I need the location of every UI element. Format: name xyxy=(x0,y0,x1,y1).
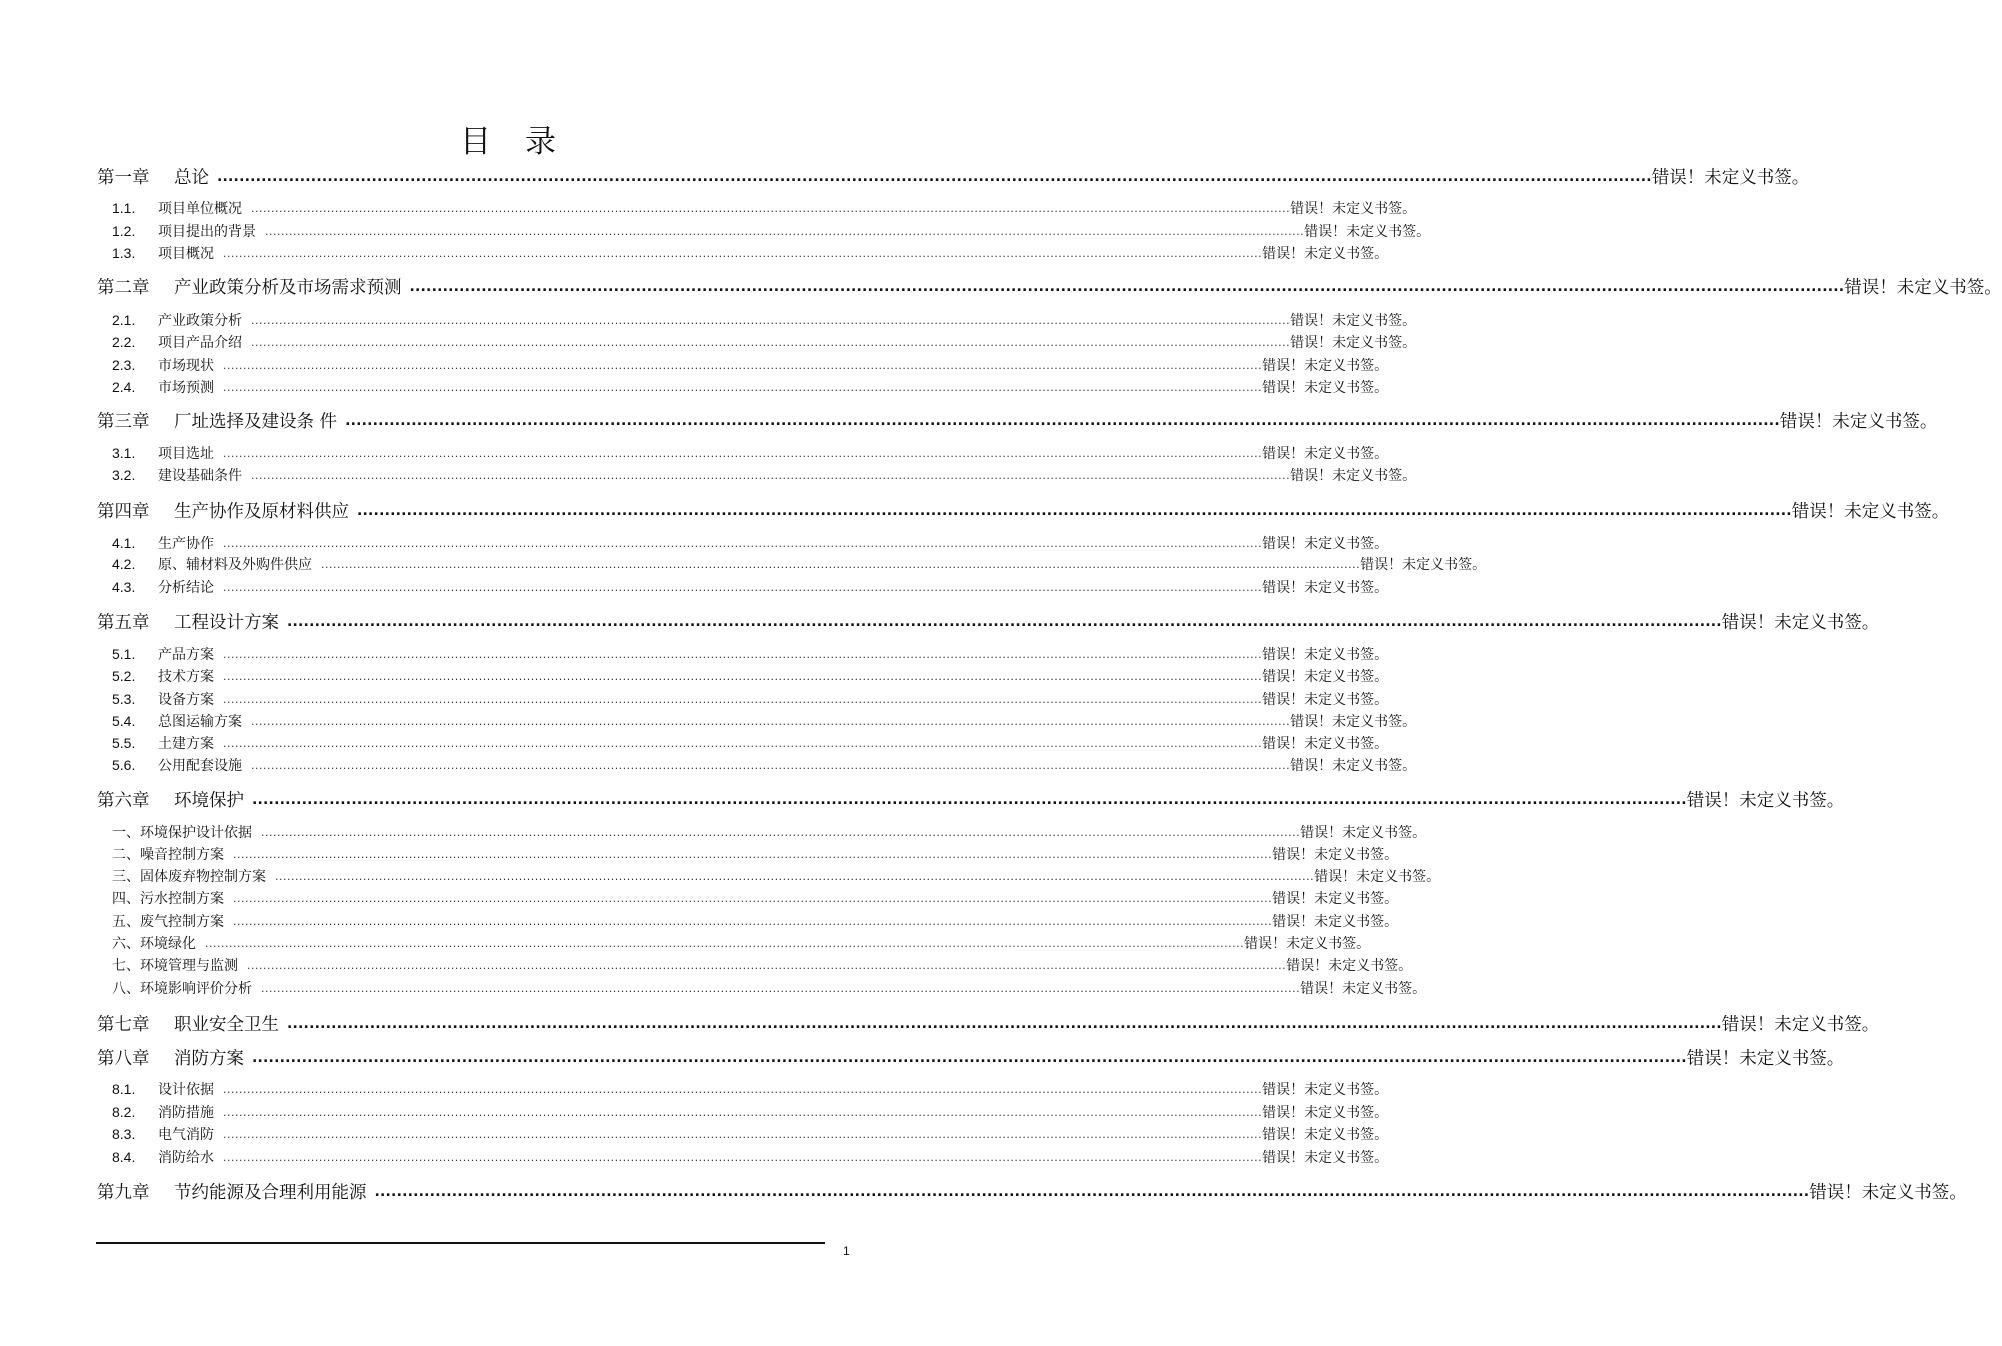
toc-entry-label xyxy=(112,866,266,886)
toc-entry-text: 技术方案 xyxy=(158,669,214,685)
toc-section-entry[interactable] xyxy=(112,1079,1389,1099)
toc-page-reference: 错误！未定义书签。 xyxy=(1844,278,2002,298)
toc-dot-leader: .................................................................................................................................................................................................................................................................... xyxy=(223,537,1263,550)
toc-section-entry[interactable] xyxy=(112,733,1389,753)
toc-entry-number: 5.1. xyxy=(112,646,136,662)
toc-entry-text: 职业安全卫生 xyxy=(174,1015,279,1035)
toc-page-reference: 错误！未定义书签。 xyxy=(1290,758,1417,774)
toc-page-reference: 错误！未定义书签。 xyxy=(1360,557,1487,573)
toc-section-entry[interactable] xyxy=(112,955,1413,975)
toc-dot-leader: .................................................................................................................................................................................................................................................................... xyxy=(251,202,1291,215)
toc-section-entry[interactable] xyxy=(112,666,1389,686)
toc-entry-label xyxy=(112,1102,214,1122)
toc-entry-text: 六、环境绿化 xyxy=(112,936,196,952)
toc-entry-number: 2.1. xyxy=(112,312,136,328)
toc-dot-leader: .................................................................................................................................................................................................................................................................... xyxy=(251,314,1291,327)
toc-section-entry[interactable] xyxy=(112,243,1389,263)
toc-dot-leader: .................................................................................................................................................................................................................................................................... xyxy=(223,1151,1263,1164)
toc-entry-number: 4.3. xyxy=(112,579,136,595)
toc-section-entry[interactable] xyxy=(112,1124,1389,1144)
toc-dot-leader: .................................................................................................................................................................................................................................................................... xyxy=(223,381,1263,394)
toc-chapter-entry[interactable] xyxy=(97,1012,1880,1036)
toc-entry-label xyxy=(97,1179,367,1204)
toc-entry-label xyxy=(112,911,224,931)
toc-section-entry[interactable] xyxy=(112,355,1389,375)
toc-page-reference: 错误！未定义书签。 xyxy=(1809,1183,1967,1203)
toc-dot-leader: .................................................................................................................................................................................................................................................................... xyxy=(251,715,1291,728)
toc-page-reference: 错误！未定义书签。 xyxy=(1244,936,1371,952)
toc-dot-leader: .................................................................................................................................................................................................................................................................... xyxy=(374,1184,1810,1200)
toc-entry-label xyxy=(97,498,349,523)
toc-entry-label xyxy=(112,666,214,686)
toc-dot-leader: .................................................................................................................................................................................................................................................................... xyxy=(287,1016,1722,1032)
toc-section-entry[interactable] xyxy=(112,377,1389,397)
toc-page-reference: 错误！未定义书签。 xyxy=(1286,958,1413,974)
toc-page-reference: 错误！未定义书签。 xyxy=(1262,647,1389,663)
toc-entry-number: 第六章 xyxy=(97,791,150,811)
toc-section-entry[interactable] xyxy=(112,1147,1389,1167)
toc-section-entry[interactable] xyxy=(112,310,1417,330)
toc-chapter-entry[interactable] xyxy=(97,788,1845,812)
toc-chapter-entry[interactable] xyxy=(97,1046,1845,1070)
toc-entry-number: 第七章 xyxy=(97,1015,150,1035)
toc-section-entry[interactable] xyxy=(112,577,1389,597)
toc-page-reference: 错误！未定义书签。 xyxy=(1300,825,1427,841)
toc-page-reference: 错误！未定义书签。 xyxy=(1262,692,1389,708)
toc-dot-leader: .................................................................................................................................................................................................................................................................... xyxy=(223,1106,1263,1119)
toc-dot-leader: .................................................................................................................................................................................................................................................................... xyxy=(233,892,1273,905)
toc-entry-label xyxy=(112,465,242,485)
toc-entry-text: 二、噪音控制方案 xyxy=(112,847,224,863)
toc-entry-label xyxy=(97,274,402,299)
toc-page-reference: 错误！未定义书签。 xyxy=(1686,1049,1845,1069)
toc-chapter-entry[interactable] xyxy=(97,499,1950,523)
toc-entry-text: 产业政策分析及市场需求预测 xyxy=(174,278,402,298)
toc-dot-leader: .................................................................................................................................................................................................................................................................... xyxy=(251,759,1291,772)
toc-dot-leader: .................................................................................................................................................................................................................................................................... xyxy=(251,469,1291,482)
toc-entry-number: 第三章 xyxy=(97,412,150,432)
toc-entry-label xyxy=(112,221,256,241)
toc-entry-text: 土建方案 xyxy=(158,736,214,752)
toc-entry-number: 8.3. xyxy=(112,1126,136,1142)
toc-entry-number: 第八章 xyxy=(97,1049,150,1069)
toc-page-reference: 错误！未定义书签。 xyxy=(1262,1082,1389,1098)
toc-entry-number: 1.2. xyxy=(112,223,136,239)
toc-page-reference: 错误！未定义书签。 xyxy=(1686,791,1845,811)
toc-entry-label xyxy=(97,609,279,634)
toc-page-reference: 错误！未定义书签。 xyxy=(1262,358,1389,374)
toc-entry-text: 项目选址 xyxy=(158,446,214,462)
toc-entry-label xyxy=(112,443,214,463)
toc-entry-text: 消防给水 xyxy=(158,1150,214,1166)
toc-entry-text: 产业政策分析 xyxy=(158,313,242,329)
toc-entry-text: 分析结论 xyxy=(158,580,214,596)
toc-dot-leader: .................................................................................................................................................................................................................................................................... xyxy=(252,1050,1687,1066)
toc-entry-number: 2.4. xyxy=(112,379,136,395)
toc-page-reference: 错误！未定义书签。 xyxy=(1721,613,1880,633)
toc-section-entry[interactable] xyxy=(112,933,1371,953)
toc-page-reference: 错误！未定义书签。 xyxy=(1262,380,1389,396)
toc-dot-leader: .................................................................................................................................................................................................................................................................... xyxy=(247,959,1287,972)
toc-entry-number: 1.3. xyxy=(112,245,136,261)
toc-chapter-entry[interactable] xyxy=(97,409,1938,433)
toc-chapter-entry[interactable] xyxy=(97,610,1880,634)
toc-entry-label xyxy=(112,1079,214,1099)
toc-section-entry[interactable] xyxy=(112,443,1389,463)
toc-section-entry[interactable] xyxy=(112,711,1417,731)
toc-page-reference: 错误！未定义书签。 xyxy=(1314,869,1441,885)
toc-entry-label xyxy=(112,733,214,753)
toc-section-entry[interactable] xyxy=(112,1102,1389,1122)
toc-dot-leader: .................................................................................................................................................................................................................................................................... xyxy=(223,693,1263,706)
toc-entry-label xyxy=(97,787,244,812)
toc-entry-label xyxy=(112,243,214,263)
toc-entry-text: 环境保护 xyxy=(174,791,244,811)
toc-page-reference: 错误！未定义书签。 xyxy=(1290,714,1417,730)
toc-title-part2: 录 xyxy=(525,124,556,160)
toc-entry-text: 项目产品介绍 xyxy=(158,335,242,351)
toc-dot-leader: .................................................................................................................................................................................................................................................................... xyxy=(275,870,1315,883)
toc-section-entry[interactable] xyxy=(112,844,1399,864)
toc-dot-leader: .................................................................................................................................................................................................................................................................... xyxy=(287,614,1722,630)
toc-section-entry[interactable] xyxy=(112,644,1389,664)
toc-entry-label xyxy=(112,554,312,574)
toc-entry-text: 原、辅材料及外购件供应 xyxy=(158,557,312,573)
toc-entry-label xyxy=(112,822,252,842)
toc-entry-text: 市场预测 xyxy=(158,380,214,396)
toc-page-reference: 错误！未定义书签。 xyxy=(1272,847,1399,863)
toc-section-entry[interactable] xyxy=(112,822,1427,842)
toc-entry-number: 8.4. xyxy=(112,1149,136,1165)
toc-entry-text: 消防方案 xyxy=(174,1049,244,1069)
toc-entry-text: 七、环境管理与监测 xyxy=(112,958,238,974)
toc-section-entry[interactable] xyxy=(112,689,1389,709)
toc-entry-label xyxy=(112,644,214,664)
toc-entry-label xyxy=(112,1147,214,1167)
toc-entry-label xyxy=(112,955,238,975)
toc-entry-number: 2.2. xyxy=(112,334,136,350)
toc-dot-leader: .................................................................................................................................................................................................................................................................... xyxy=(223,670,1263,683)
toc-section-entry[interactable] xyxy=(112,465,1417,485)
toc-entry-text: 工程设计方案 xyxy=(174,613,279,633)
toc-entry-label xyxy=(112,1124,214,1144)
toc-entry-text: 一、环境保护设计依据 xyxy=(112,825,252,841)
toc-entry-label xyxy=(112,355,214,375)
toc-section-entry[interactable] xyxy=(112,888,1399,908)
toc-dot-leader: .................................................................................................................................................................................................................................................................... xyxy=(223,648,1263,661)
toc-page-reference: 错误！未定义书签。 xyxy=(1262,1150,1389,1166)
toc-entry-text: 项目单位概况 xyxy=(158,201,242,217)
footer-rule xyxy=(96,1242,825,1244)
toc-page-reference: 错误！未定义书签。 xyxy=(1262,446,1389,462)
toc-entry-label xyxy=(112,310,242,330)
toc-entry-number: 5.6. xyxy=(112,757,136,773)
toc-dot-leader: .................................................................................................................................................................................................................................................................... xyxy=(261,982,1301,995)
toc-section-entry[interactable] xyxy=(112,755,1417,775)
toc-page-reference: 错误！未定义书签。 xyxy=(1262,580,1389,596)
toc-section-entry[interactable] xyxy=(112,866,1441,886)
toc-page-reference: 错误！未定义书签。 xyxy=(1791,502,1950,522)
toc-entry-label xyxy=(112,888,224,908)
toc-entry-text: 厂址选择及建设条 件 xyxy=(174,412,338,432)
toc-entry-number: 第五章 xyxy=(97,613,150,633)
toc-section-entry[interactable] xyxy=(112,554,1487,574)
toc-entry-text: 产品方案 xyxy=(158,647,214,663)
toc-page-reference: 错误！未定义书签。 xyxy=(1779,412,1938,432)
toc-entry-number: 5.5. xyxy=(112,735,136,751)
toc-entry-number: 5.2. xyxy=(112,668,136,684)
toc-entry-label xyxy=(112,978,252,998)
toc-entry-text: 三、固体废弃物控制方案 xyxy=(112,869,266,885)
toc-entry-number: 第一章 xyxy=(97,168,150,188)
toc-dot-leader: .................................................................................................................................................................................................................................................................... xyxy=(345,413,1780,429)
toc-dot-leader: .................................................................................................................................................................................................................................................................... xyxy=(217,169,1652,185)
toc-dot-leader: .................................................................................................................................................................................................................................................................... xyxy=(233,915,1273,928)
toc-entry-text: 生产协作 xyxy=(158,536,214,552)
toc-page-reference: 错误！未定义书签。 xyxy=(1262,246,1389,262)
toc-entry-label xyxy=(112,755,242,775)
toc-entry-text: 八、环境影响评价分析 xyxy=(112,981,252,997)
toc-dot-leader: .................................................................................................................................................................................................................................................................... xyxy=(251,336,1291,349)
toc-page-reference: 错误！未定义书签。 xyxy=(1290,201,1417,217)
toc-page-reference: 错误！未定义书签。 xyxy=(1290,335,1417,351)
toc-page-reference: 错误！未定义书签。 xyxy=(1262,536,1389,552)
toc-entry-label xyxy=(97,164,209,189)
toc-entry-label xyxy=(112,377,214,397)
toc-entry-label xyxy=(112,933,196,953)
toc-entry-number: 5.4. xyxy=(112,713,136,729)
toc-entry-text: 总论 xyxy=(174,168,209,188)
toc-page-reference: 错误！未定义书签。 xyxy=(1262,736,1389,752)
toc-entry-label xyxy=(112,711,242,731)
toc-page-reference: 错误！未定义书签。 xyxy=(1262,1127,1389,1143)
toc-entry-label xyxy=(97,1045,244,1070)
toc-entry-number: 8.1. xyxy=(112,1081,136,1097)
toc-entry-text: 建设基础条件 xyxy=(158,468,242,484)
toc-entry-number: 3.1. xyxy=(112,445,136,461)
toc-entry-text: 四、污水控制方案 xyxy=(112,891,224,907)
toc-page-reference: 错误！未定义书签。 xyxy=(1721,1015,1880,1035)
toc-dot-leader: .................................................................................................................................................................................................................................................................... xyxy=(205,937,1245,950)
toc-dot-leader: .................................................................................................................................................................................................................................................................... xyxy=(233,848,1273,861)
toc-page-reference: 错误！未定义书签。 xyxy=(1290,313,1417,329)
toc-dot-leader: .................................................................................................................................................................................................................................................................... xyxy=(223,1083,1263,1096)
toc-dot-leader: .................................................................................................................................................................................................................................................................... xyxy=(223,447,1263,460)
toc-entry-text: 市场现状 xyxy=(158,358,214,374)
toc-page-reference: 错误！未定义书签。 xyxy=(1272,891,1399,907)
toc-entry-text: 公用配套设施 xyxy=(158,758,242,774)
toc-entry-label xyxy=(112,533,214,553)
toc-entry-number: 3.2. xyxy=(112,467,136,483)
toc-entry-number: 8.2. xyxy=(112,1104,136,1120)
toc-entry-label xyxy=(112,198,242,218)
toc-section-entry[interactable] xyxy=(112,911,1399,931)
toc-dot-leader: .................................................................................................................................................................................................................................................................... xyxy=(357,503,1792,519)
toc-entry-label xyxy=(112,577,214,597)
toc-dot-leader: .................................................................................................................................................................................................................................................................... xyxy=(223,247,1263,260)
page-number: 1 xyxy=(843,1244,850,1258)
toc-entry-label xyxy=(112,689,214,709)
toc-dot-leader: .................................................................................................................................................................................................................................................................... xyxy=(223,581,1263,594)
toc-entry-number: 5.3. xyxy=(112,691,136,707)
toc-entry-label xyxy=(112,332,242,352)
toc-entry-number: 1.1. xyxy=(112,200,136,216)
toc-entry-number: 第二章 xyxy=(97,278,150,298)
toc-section-entry[interactable] xyxy=(112,198,1417,218)
toc-dot-leader: .................................................................................................................................................................................................................................................................... xyxy=(261,826,1301,839)
toc-section-entry[interactable] xyxy=(112,332,1417,352)
toc-chapter-entry[interactable] xyxy=(97,275,2002,299)
toc-page-reference: 错误！未定义书签。 xyxy=(1272,914,1399,930)
toc-section-entry[interactable] xyxy=(112,221,1431,241)
toc-chapter-entry[interactable] xyxy=(97,165,1810,189)
toc-entry-text: 设备方案 xyxy=(158,692,214,708)
toc-dot-leader: .................................................................................................................................................................................................................................................................... xyxy=(252,792,1687,808)
toc-entry-number: 第九章 xyxy=(97,1183,150,1203)
toc-chapter-entry[interactable] xyxy=(97,1180,1967,1204)
toc-section-entry[interactable] xyxy=(112,533,1389,553)
toc-title-part1: 目 xyxy=(460,124,491,160)
toc-page-reference: 错误！未定义书签。 xyxy=(1262,669,1389,685)
toc-entry-text: 设计依据 xyxy=(158,1082,214,1098)
toc-page-reference: 错误！未定义书签。 xyxy=(1651,168,1810,188)
toc-entry-label xyxy=(97,408,337,433)
toc-dot-leader: .................................................................................................................................................................................................................................................................... xyxy=(321,558,1361,571)
toc-page-reference: 错误！未定义书签。 xyxy=(1304,224,1431,240)
toc-dot-leader: .................................................................................................................................................................................................................................................................... xyxy=(223,1128,1263,1141)
toc-page-reference: 错误！未定义书签。 xyxy=(1290,468,1417,484)
toc-page-reference: 错误！未定义书签。 xyxy=(1262,1105,1389,1121)
toc-entry-text: 电气消防 xyxy=(158,1127,214,1143)
toc-entry-text: 生产协作及原材料供应 xyxy=(174,502,349,522)
toc-entry-number: 2.3. xyxy=(112,357,136,373)
toc-entry-number: 4.1. xyxy=(112,535,136,551)
toc-entry-text: 五、废气控制方案 xyxy=(112,914,224,930)
toc-dot-leader: .................................................................................................................................................................................................................................................................... xyxy=(409,279,1845,295)
toc-section-entry[interactable] xyxy=(112,978,1427,998)
toc-entry-label xyxy=(97,1011,279,1036)
toc-entry-label xyxy=(112,844,224,864)
toc-dot-leader: .................................................................................................................................................................................................................................................................... xyxy=(223,737,1263,750)
toc-entry-number: 4.2. xyxy=(112,556,136,572)
toc-entry-number: 第四章 xyxy=(97,502,150,522)
toc-entry-text: 总图运输方案 xyxy=(158,714,242,730)
toc-entry-text: 消防措施 xyxy=(158,1105,214,1121)
toc-dot-leader: .................................................................................................................................................................................................................................................................... xyxy=(265,225,1305,238)
toc-page-reference: 错误！未定义书签。 xyxy=(1300,981,1427,997)
toc-entry-text: 项目概况 xyxy=(158,246,214,262)
toc-entry-text: 项目提出的背景 xyxy=(158,224,256,240)
toc-entry-text: 节约能源及合理利用能源 xyxy=(174,1183,367,1203)
toc-dot-leader: .................................................................................................................................................................................................................................................................... xyxy=(223,359,1263,372)
